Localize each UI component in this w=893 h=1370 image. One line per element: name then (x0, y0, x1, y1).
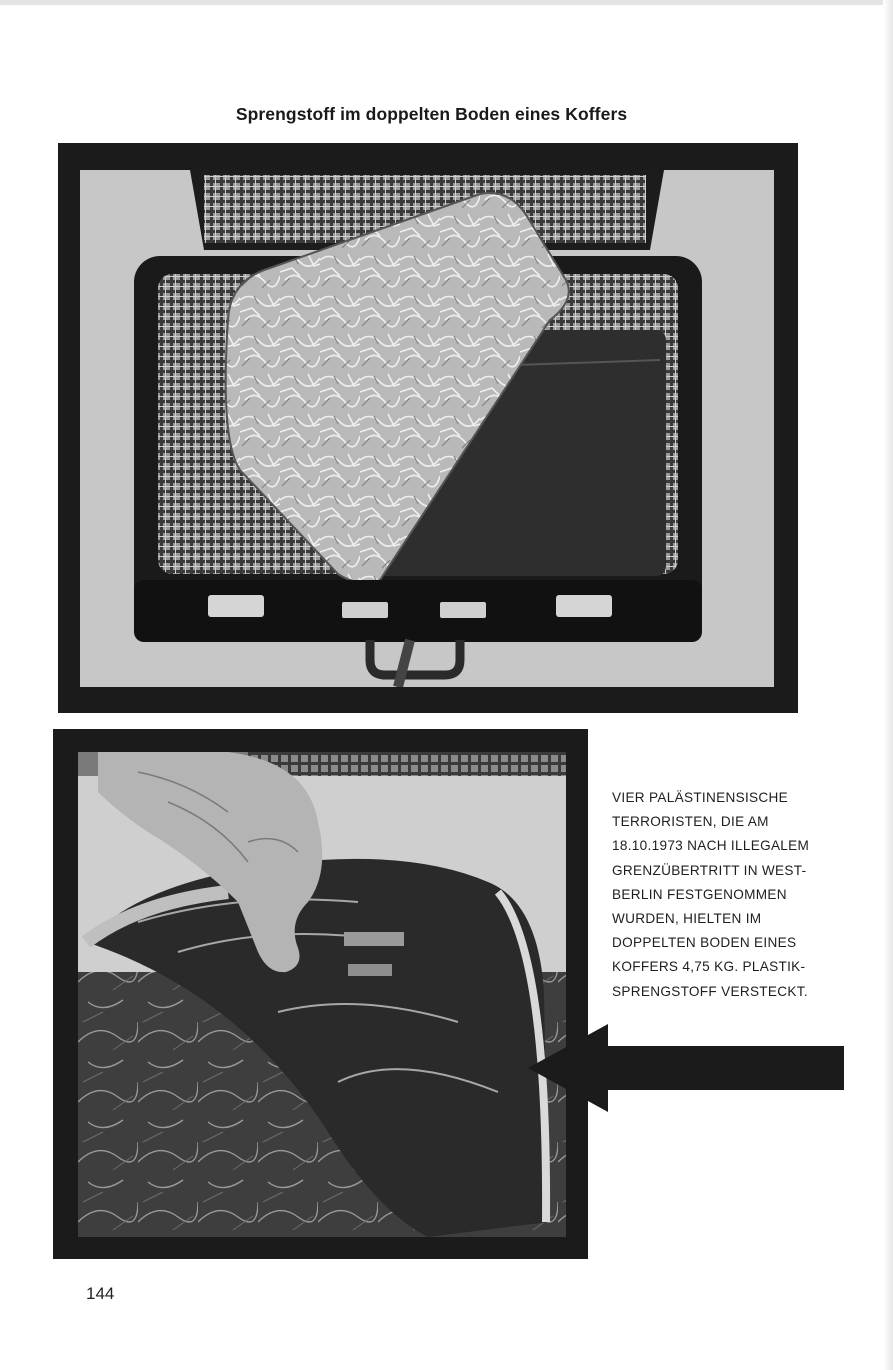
caption-line: DOPPELTEN BODEN EINES (612, 935, 797, 951)
page-title: Sprengstoff im doppelten Boden eines Koffers (235, 104, 628, 124)
explosive-closeup-frame (53, 729, 588, 1259)
page-right-edge (883, 0, 893, 1370)
caption-line: SPRENGSTOFF VERSTECKT. (612, 983, 808, 999)
suitcase-photo-frame (58, 143, 798, 713)
caption-line: VIER PALÄSTINENSISCHE (612, 790, 789, 805)
page-number: 144 (86, 1284, 115, 1303)
caption-line: WURDEN, HIELTEN IM (612, 911, 762, 927)
caption-line: KOFFERS 4,75 KG. PLASTIK- (612, 959, 806, 975)
photo-caption (612, 786, 862, 1004)
hidden-explosive-closeup-photo (78, 752, 566, 1237)
open-suitcase-photo (80, 170, 774, 687)
caption-line: GRENZÜBERTRITT IN WEST- (612, 862, 807, 878)
left-pointing-arrow-icon (528, 1020, 844, 1116)
caption-line: 18.10.1973 NACH ILLEGALEM (612, 838, 810, 854)
caption-line: BERLIN FESTGENOMMEN (612, 886, 787, 902)
caption-line: TERRORISTEN, DIE AM (612, 814, 769, 830)
page-top-edge (0, 0, 893, 5)
